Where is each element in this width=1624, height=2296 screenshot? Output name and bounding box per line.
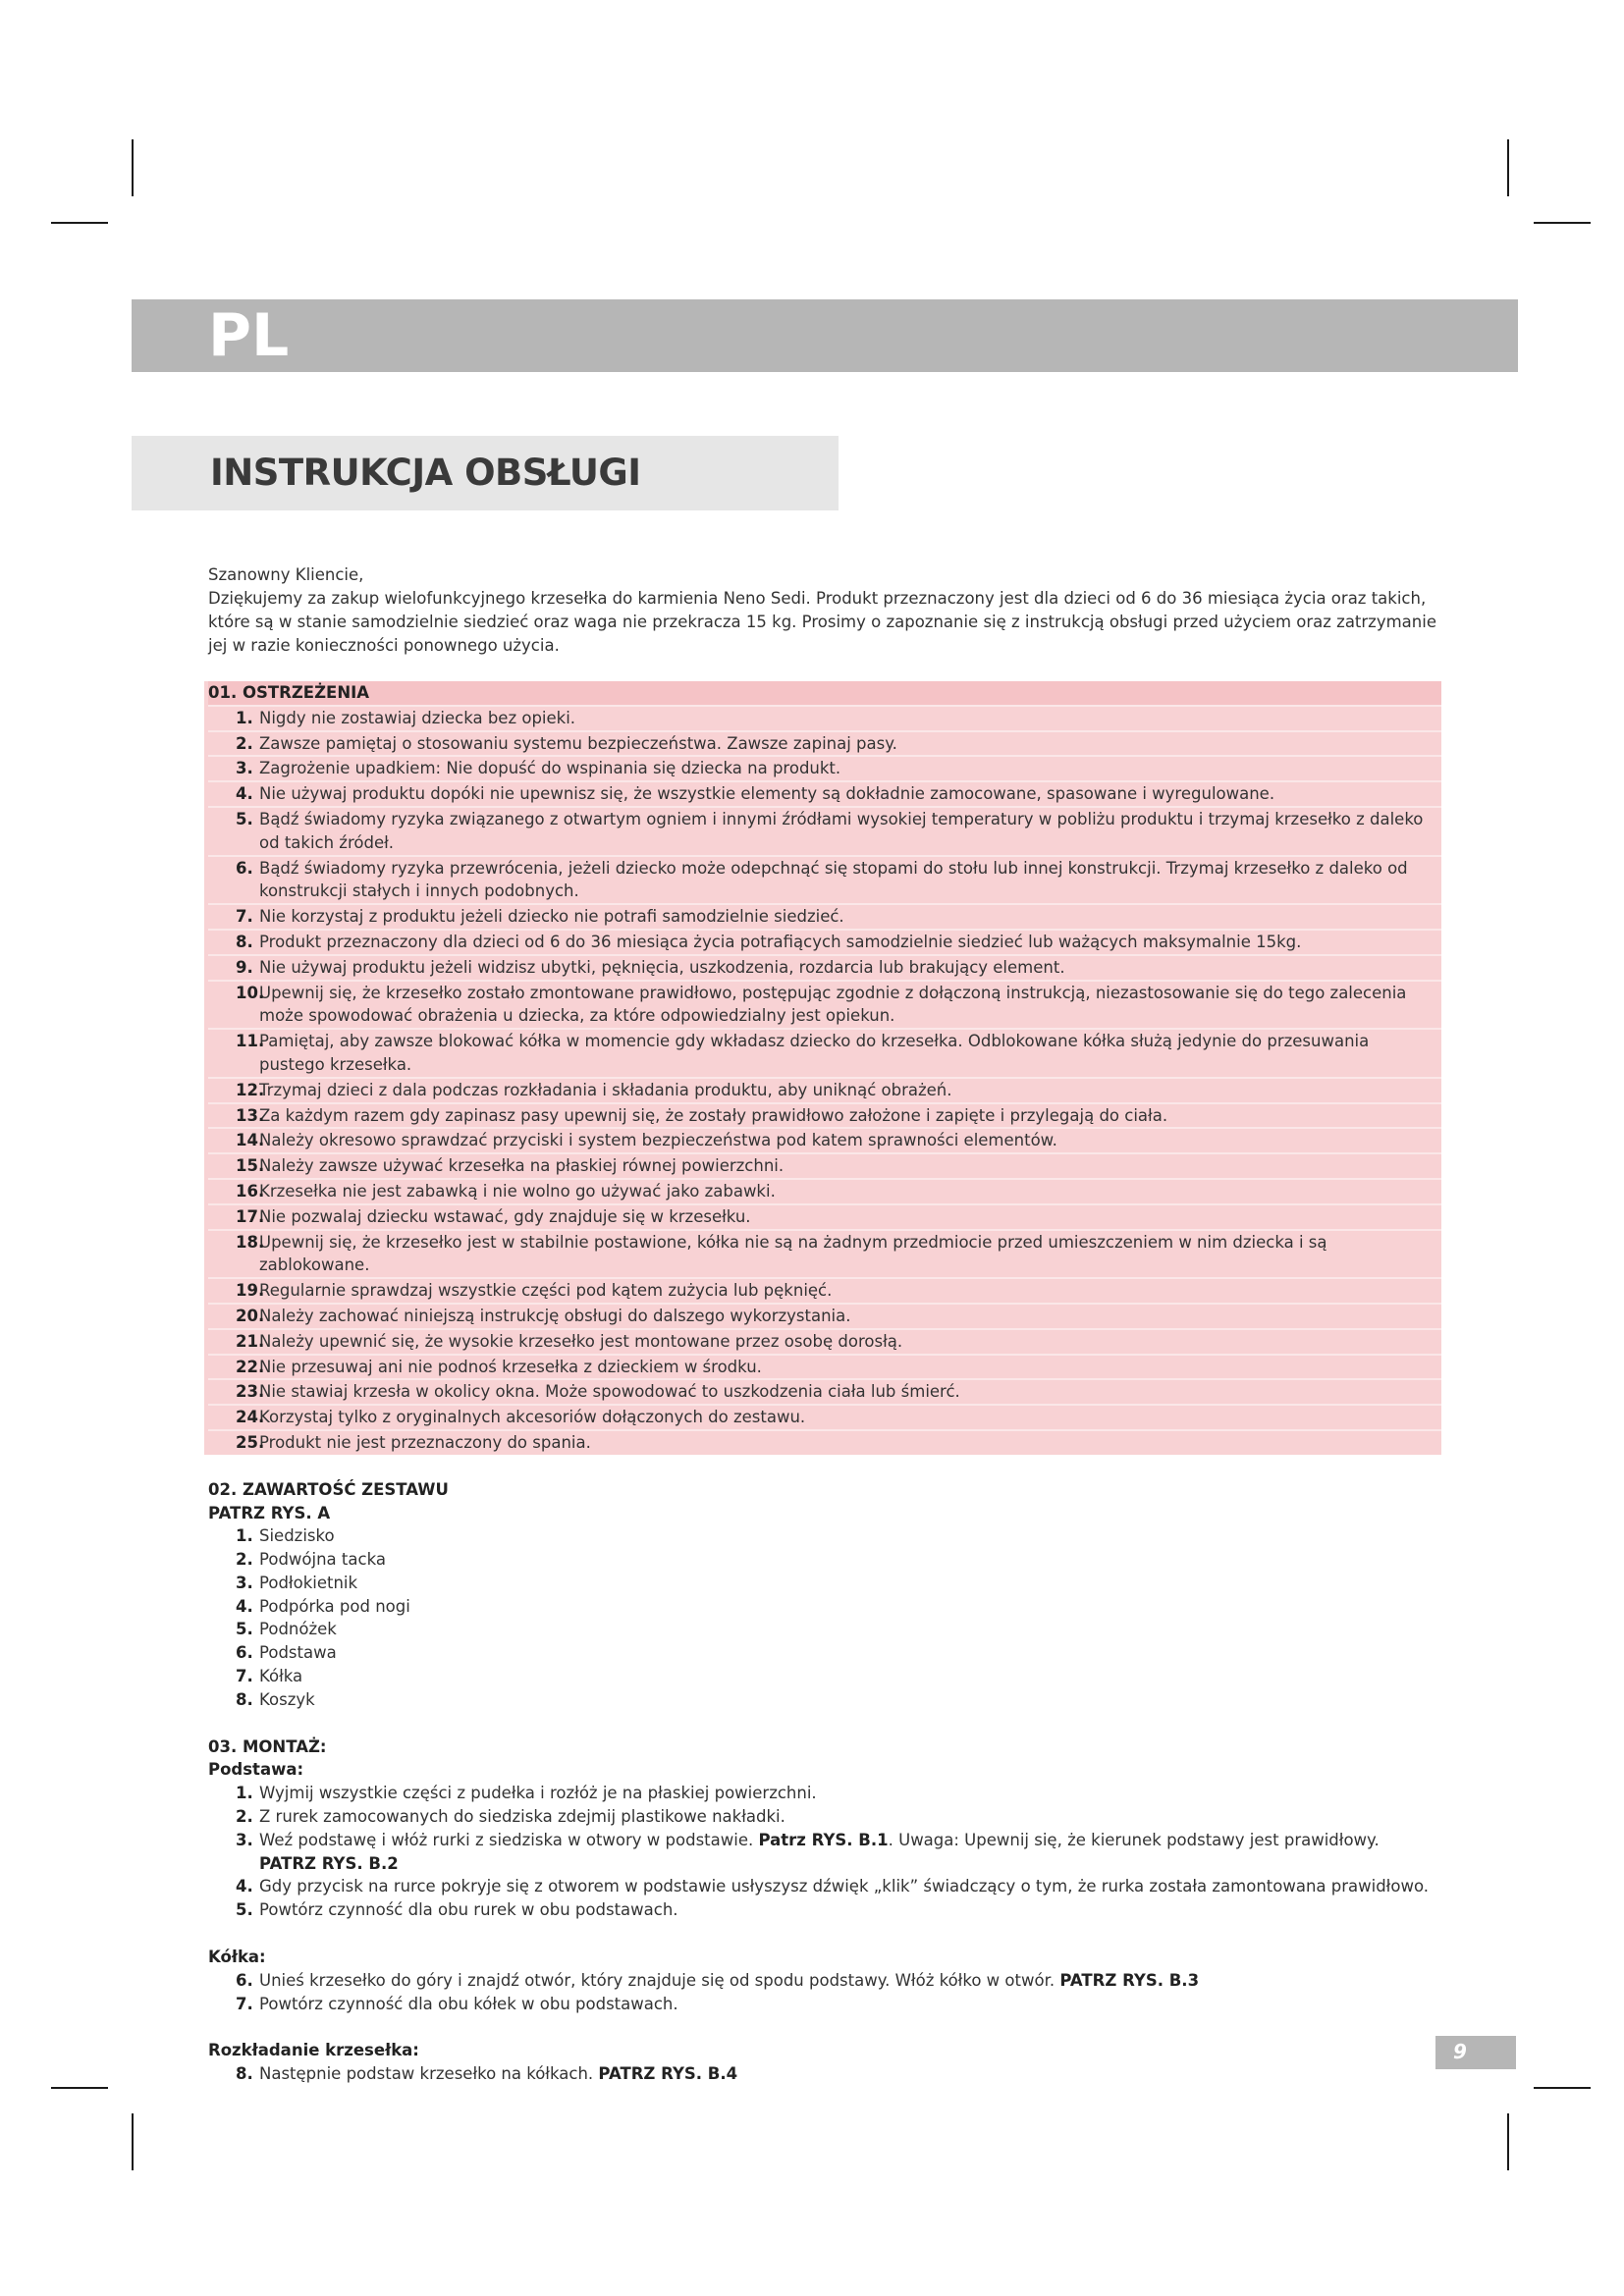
item-number: 21.	[236, 1331, 265, 1351]
assembly-heading: 03. MONTAŻ:	[208, 1736, 327, 1756]
list-item	[208, 1524, 1441, 1548]
list-item	[208, 1127, 1441, 1152]
list-item	[208, 1178, 1441, 1203]
item-text: Należy okresowo sprawdzać przyciski i system bezpieczeństwa pod katem sprawności elementów.	[259, 1131, 1057, 1150]
list-item	[208, 1993, 1441, 2016]
list-item	[208, 1203, 1441, 1229]
list-item	[208, 1328, 1441, 1354]
wheels-heading: Kółka:	[208, 1948, 266, 1967]
item-number: 4.	[236, 1877, 253, 1896]
item-text: Nie używaj produktu jeżeli widzisz ubytki, pęknięcia, uszkodzenia, rozdarcia lub brakujący element.	[259, 957, 1065, 977]
figure-reference: PATRZ RYS. B.2	[259, 1853, 399, 1873]
item-text: Bądź świadomy ryzyka związanego z otwartym ogniem i innymi źródłami wysokiej temperatury w pobliżu produktu i trzymaj krzesełko z daleko od takich źródeł.	[259, 809, 1424, 852]
item-text: Nigdy nie zostawiaj dziecka bez opieki.	[259, 708, 576, 727]
item-text: Następnie podstaw krzesełko na kółkach.	[259, 2064, 599, 2084]
item-text: Podwójna tacka	[259, 1550, 386, 1570]
item-text: Produkt nie jest przeznaczony do spania.	[259, 1432, 591, 1452]
item-number: 4.	[236, 1596, 253, 1616]
item-number: 8.	[236, 2064, 253, 2084]
list-item	[208, 1404, 1441, 1429]
item-number: 5.	[236, 1900, 253, 1920]
list-item	[208, 1548, 1441, 1572]
crop-mark	[132, 2113, 134, 2170]
list-item	[208, 1572, 1441, 1595]
crop-mark	[1534, 222, 1591, 224]
item-number: 2.	[236, 1807, 253, 1827]
list-item	[208, 2062, 1441, 2086]
item-number: 16.	[236, 1181, 265, 1201]
item-number: 25.	[236, 1432, 265, 1452]
item-text: Nie przesuwaj ani nie podnoś krzesełka z dzieckiem w środku.	[259, 1357, 762, 1376]
item-text: Należy upewnić się, że wysokie krzesełko jest montowane przez osobę dorosłą.	[259, 1331, 903, 1351]
intro-greeting: Szanowny Kliencie,	[208, 565, 364, 584]
item-text: Korzystaj tylko z oryginalnych akcesoriów dołączonych do zestawu.	[259, 1408, 806, 1427]
base-heading: Podstawa:	[208, 1760, 304, 1780]
item-number: 1.	[236, 1526, 253, 1546]
item-number: 13.	[236, 1105, 265, 1125]
contents-heading: 02. ZAWARTOŚĆ ZESTAWU	[208, 1479, 449, 1499]
list-item	[208, 730, 1441, 756]
item-number: 7.	[236, 1667, 253, 1686]
item-text: Nie używaj produktu dopóki nie upewnisz się, że wszystkie elementy są dokładnie zamocowane, spasowane i wyregulowane.	[259, 784, 1275, 804]
list-item	[208, 903, 1441, 929]
item-text: Regularnie sprawdzaj wszystkie części pod kątem zużycia lub pęknięć.	[259, 1281, 833, 1301]
item-text: Podłokietnik	[259, 1573, 358, 1592]
list-item	[208, 1595, 1441, 1619]
item-number: 9.	[236, 957, 253, 977]
assembly-section	[208, 1735, 1441, 2086]
list-item	[208, 806, 1441, 855]
item-text: Za każdym razem gdy zapinasz pasy upewnij się, że zostały prawidłowo założone i zapięte i przylegają do ciała.	[259, 1105, 1168, 1125]
item-number: 6.	[236, 858, 253, 878]
list-item	[208, 1277, 1441, 1303]
list-item	[208, 1665, 1441, 1688]
list-item	[208, 980, 1441, 1029]
item-text: Podpórka pod nogi	[259, 1596, 410, 1616]
item-text: Powtórz czynność dla obu kółek w obu podstawach.	[259, 1994, 678, 2013]
list-item	[208, 1102, 1441, 1128]
item-number: 5.	[236, 809, 253, 828]
item-number: 1.	[236, 1784, 253, 1803]
item-text: Należy zawsze używać krzesełka na płaskiej równej powierzchni.	[259, 1156, 785, 1176]
list-item	[208, 1898, 1441, 1922]
contents-section	[208, 1478, 1441, 1712]
item-text: Weź podstawę i włóż rurki z siedziska w otwory w podstawie.	[259, 1830, 759, 1849]
item-number: 3.	[236, 1830, 253, 1849]
list-item	[208, 755, 1441, 780]
item-number: 8.	[236, 932, 253, 951]
item-text: Trzymaj dzieci z dala podczas rozkładania i składania produktu, aby uniknąć obrażeń.	[259, 1080, 952, 1099]
language-code: PL	[208, 301, 290, 370]
item-text: Pamiętaj, aby zawsze blokować kółka w momencie gdy wkładasz dziecko do krzesełka. Odblokowane kółka służą jedynie do przesuwania pustego krzesełka.	[259, 1032, 1370, 1074]
item-text: Bądź świadomy ryzyka przewrócenia, jeżeli dziecko może odepchnąć się stopami do stołu lub innej konstrukcji. Trzymaj krzesełko z daleko od konstrukcji stałych i innych podobnych.	[259, 858, 1408, 901]
item-text: Zagrożenie upadkiem: Nie dopuść do wspinania się dziecka na produkt.	[259, 759, 841, 778]
list-item	[208, 1152, 1441, 1178]
page-title: INSTRUKCJA OBSŁUGI	[210, 452, 641, 494]
item-text: Siedzisko	[259, 1526, 335, 1546]
crop-mark	[1534, 2087, 1591, 2089]
list-item	[208, 1969, 1441, 1993]
item-number: 5.	[236, 1620, 253, 1639]
item-number: 24.	[236, 1408, 265, 1427]
list-item	[208, 780, 1441, 806]
crop-mark	[51, 222, 108, 224]
item-number: 3.	[236, 759, 253, 778]
item-text: Koszyk	[259, 1689, 315, 1709]
item-number: 20.	[236, 1306, 265, 1325]
wheels-steps	[208, 1969, 1441, 2016]
list-item	[208, 1429, 1441, 1455]
list-item	[208, 1303, 1441, 1328]
item-number: 3.	[236, 1573, 253, 1592]
language-bar	[132, 299, 1518, 372]
item-text: Upewnij się, że krzesełko zostało zmontowane prawidłowo, postępując zgodnie z dołączoną instrukcją, niezastosowanie się do tego zalecenia może spowodować obrażenia u dziecka, za które odpowiedzialny jest opiekun.	[259, 983, 1407, 1026]
item-number: 6.	[236, 1970, 253, 1990]
item-text: Nie korzystaj z produktu jeżeli dziecko nie potrafi samodzielnie siedzieć.	[259, 907, 844, 927]
item-number: 18.	[236, 1232, 265, 1252]
item-number: 8.	[236, 1689, 253, 1709]
warnings-heading: 01. OSTRZEŻENIA	[208, 681, 1441, 705]
item-number: 15.	[236, 1156, 265, 1176]
list-item	[208, 855, 1441, 904]
figure-reference: PATRZ RYS. B.3	[1059, 1970, 1200, 1990]
item-number: 1.	[236, 708, 253, 727]
base-steps	[208, 1782, 1441, 1922]
warnings-section	[204, 681, 1441, 1455]
item-number: 23.	[236, 1382, 265, 1402]
item-text: Należy zachować niniejszą instrukcję obsługi do dalszego wykorzystania.	[259, 1306, 851, 1325]
item-number: 17.	[236, 1206, 265, 1226]
item-text: Nie stawiaj krzesła w okolicy okna. Może spowodować to uszkodzenia ciała lub śmierć.	[259, 1382, 960, 1402]
list-item	[208, 1688, 1441, 1712]
title-bar	[132, 436, 839, 510]
page-number-box	[1435, 2036, 1516, 2069]
list-item	[208, 1641, 1441, 1665]
list-item	[208, 1875, 1441, 1898]
item-text: Kółka	[259, 1667, 303, 1686]
item-number: 11.	[236, 1032, 265, 1051]
item-number: 4.	[236, 784, 253, 804]
item-text: Podnóżek	[259, 1620, 337, 1639]
unfolding-steps	[208, 2062, 1441, 2086]
warnings-list	[208, 705, 1441, 1455]
list-item	[208, 1077, 1441, 1102]
item-text: Wyjmij wszystkie części z pudełka i rozłóż je na płaskiej powierzchni.	[259, 1784, 817, 1803]
item-number: 2.	[236, 733, 253, 753]
list-item	[208, 1354, 1441, 1379]
item-number: 22.	[236, 1357, 265, 1376]
item-number: 7.	[236, 907, 253, 927]
figure-reference: PATRZ RYS. B.4	[598, 2064, 738, 2084]
item-number: 10.	[236, 983, 265, 1002]
contents-figure-ref: PATRZ RYS. A	[208, 1503, 331, 1522]
intro-body: Dziękujemy za zakup wielofunkcyjnego krzesełka do karmienia Neno Sedi. Produkt przeznaczony jest dla dzieci od 6 do 36 miesiąca życia oraz takich, które są w stanie samodzielnie siedzieć oraz waga nie przekracza 15 kg. Prosimy o zapoznanie się z instrukcją obsługi przed użyciem oraz zatrzymanie jej w razie konieczności ponownego użycia.	[208, 589, 1436, 655]
list-item	[208, 1805, 1441, 1829]
page-number: 9	[1453, 2040, 1467, 2063]
unfolding-heading: Rozkładanie krzesełka:	[208, 2041, 419, 2060]
item-text: . Uwaga: Upewnij się, że kierunek podstawy jest prawidłowy.	[888, 1830, 1380, 1849]
item-number: 7.	[236, 1994, 253, 2013]
item-number: 19.	[236, 1281, 265, 1301]
list-item	[208, 1782, 1441, 1805]
item-text: Upewnij się, że krzesełko jest w stabilnie postawione, kółka nie są na żadnym przedmiocie przed umieszczeniem w nim dziecka i są zablokowane.	[259, 1232, 1327, 1275]
item-text: Unieś krzesełko do góry i znajdź otwór, który znajduje się od spodu podstawy. Włóż kółko w otwór.	[259, 1970, 1060, 1990]
crop-mark	[1507, 2113, 1509, 2170]
item-number: 12.	[236, 1080, 265, 1099]
item-number: 6.	[236, 1643, 253, 1663]
item-text: Zawsze pamiętaj o stosowaniu systemu bezpieczeństwa. Zawsze zapinaj pasy.	[259, 733, 897, 753]
item-number: 2.	[236, 1550, 253, 1570]
list-item	[208, 1378, 1441, 1404]
item-text: Produkt przeznaczony dla dzieci od 6 do 36 miesiąca życia potrafiących samodzielnie siedzieć lub ważących maksymalnie 15kg.	[259, 932, 1302, 951]
list-item	[208, 1618, 1441, 1641]
document-body	[208, 563, 1441, 2086]
item-number: 14.	[236, 1131, 265, 1150]
figure-reference: Patrz RYS. B.1	[758, 1830, 889, 1849]
item-text: Z rurek zamocowanych do siedziska zdejmij plastikowe nakładki.	[259, 1807, 785, 1827]
item-text: Nie pozwalaj dziecku wstawać, gdy znajduje się w krzesełku.	[259, 1206, 751, 1226]
crop-mark	[132, 139, 134, 196]
list-item	[208, 1829, 1441, 1876]
list-item	[208, 929, 1441, 954]
crop-mark	[51, 2087, 108, 2089]
contents-list	[208, 1524, 1441, 1711]
list-item	[208, 1028, 1441, 1077]
item-text: Powtórz czynność dla obu rurek w obu podstawach.	[259, 1900, 678, 1920]
list-item	[208, 705, 1441, 730]
list-item	[208, 954, 1441, 980]
item-text: Krzesełka nie jest zabawką i nie wolno go używać jako zabawki.	[259, 1181, 776, 1201]
crop-mark	[1507, 139, 1509, 196]
intro	[208, 563, 1441, 658]
list-item	[208, 1229, 1441, 1278]
item-text: Podstawa	[259, 1643, 337, 1663]
item-text: Gdy przycisk na rurce pokryje się z otworem w podstawie usłyszysz dźwięk „klik” świadczący o tym, że rurka została zamontowana prawidłowo.	[259, 1877, 1430, 1896]
